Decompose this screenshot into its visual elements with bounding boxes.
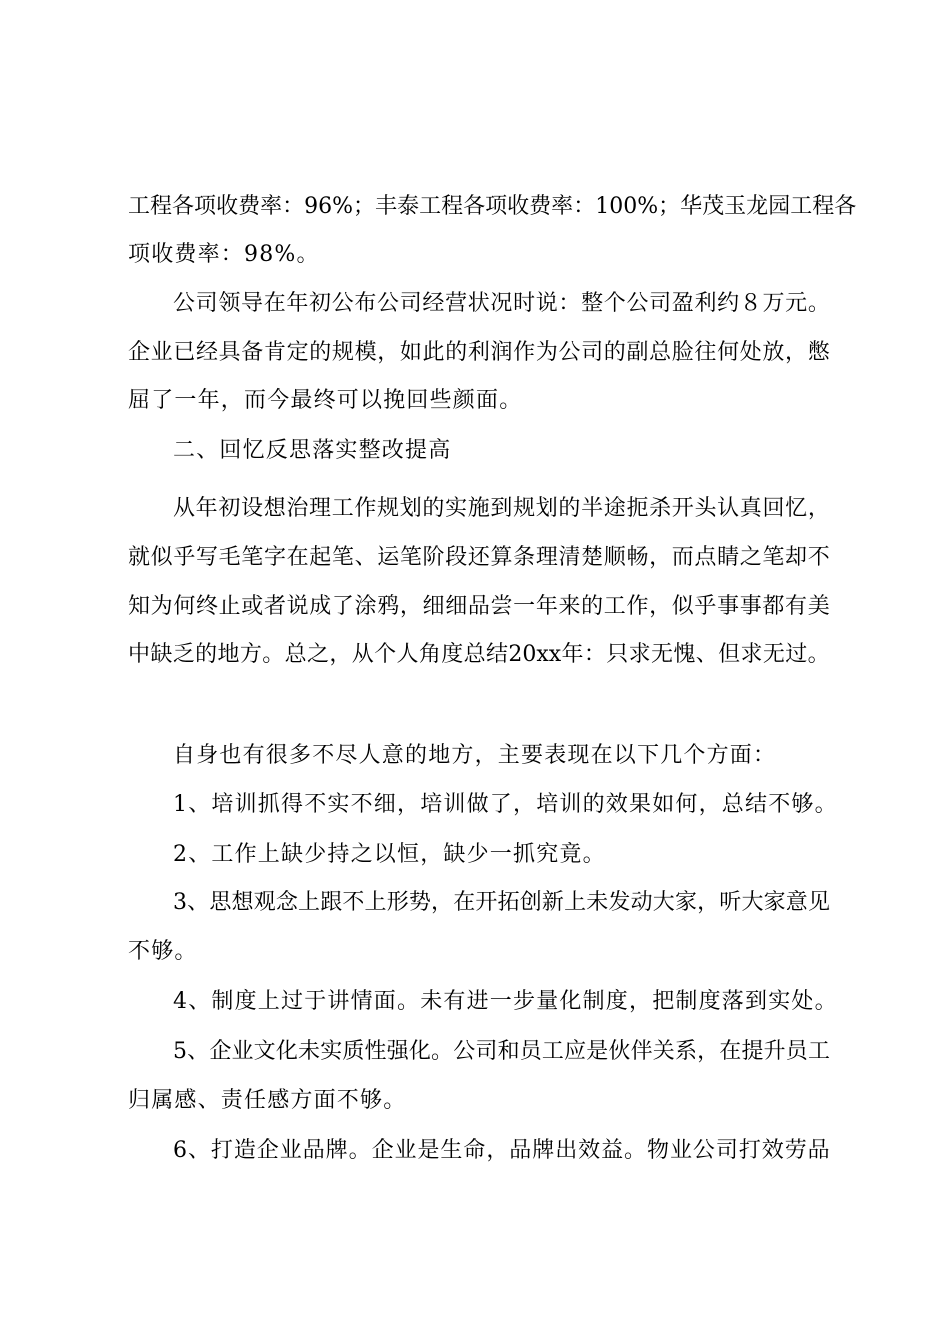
- list-item: 6 、 打 造 企 业 品 牌 。 企 业 是 生 命 ， 品 牌 出 效 益 。 物 业 公 司 打 效 劳 品: [173, 1138, 830, 1163]
- paragraph-first-line: 自身也有很多不尽人意的地方，主要表现在以下几个方面：: [173, 743, 777, 768]
- body-text-line: 项收费率：98%。: [128, 242, 320, 267]
- body-text-line: 企 业 已 经 具 备 肯 定 的 规 模 ， 如 此 的 利 润 作 为 公 司 的 副 总 脸 往 何 处 放 ， 憋: [128, 340, 830, 365]
- paragraph-first-line: 公 司 领 导 在 年 初 公 布 公 司 经 营 状 况 时 说 ： 整 个 公 司 盈 利 约 ８ 万 元 。: [173, 291, 830, 316]
- list-item-continuation: 不够。: [128, 939, 198, 964]
- list-item: 3 、 思 想 观 念 上 跟 不 上 形 势 ， 在 开 拓 创 新 上 未 发 动 大 家 ， 听 大 家 意 见: [173, 890, 830, 915]
- list-item: 1、培训抓得不实不细，培训做了，培训的效果如何，总结不够。: [173, 792, 838, 817]
- body-text-line: 屈了一年，而今最终可以挽回些颜面。: [128, 388, 523, 413]
- body-text-line: 就 似 乎 写 毛 笔 字 在 起 笔 、 运 笔 阶 段 还 算 条 理 清 楚 顺 畅 ， 而 点 睛 之 笔 却 不: [128, 545, 830, 570]
- list-item-continuation: 归属感、责任感方面不够。: [128, 1088, 407, 1113]
- body-text-line: 工 程 各 项 收 费 率 ： 96% ； 丰 泰 工 程 各 项 收 费 率 ： 100% ； 华 茂 玉 龙 园 工 程 各: [128, 194, 857, 219]
- section-heading: 二、回忆反思落实整改提高: [173, 438, 452, 463]
- list-item: 4、制度上过于讲情面。未有进一步量化制度，把制度落到实处。: [173, 989, 838, 1014]
- paragraph-first-line: 从 年 初 设 想 治 理 工 作 规 划 的 实 施 到 规 划 的 半 途 扼 杀 开 头 认 真 回 忆 ，: [173, 496, 830, 521]
- body-text-line: 中 缺 乏 的 地 方 。 总 之 ， 从 个 人 角 度 总 结 20xx 年 ： 只 求 无 愧 、 但 求 无 过 。: [128, 642, 830, 667]
- list-item: 2、工作上缺少持之以恒，缺少一抓究竟。: [173, 842, 606, 867]
- list-item: 5 、 企 业 文 化 未 实 质 性 强 化 。 公 司 和 员 工 应 是 伙 伴 关 系 ， 在 提 升 员 工: [173, 1039, 830, 1064]
- body-text-line: 知 为 何 终 止 或 者 说 成 了 涂 鸦 ， 细 细 品 尝 一 年 来 的 工 作 ， 似 乎 事 事 都 有 美: [128, 594, 830, 619]
